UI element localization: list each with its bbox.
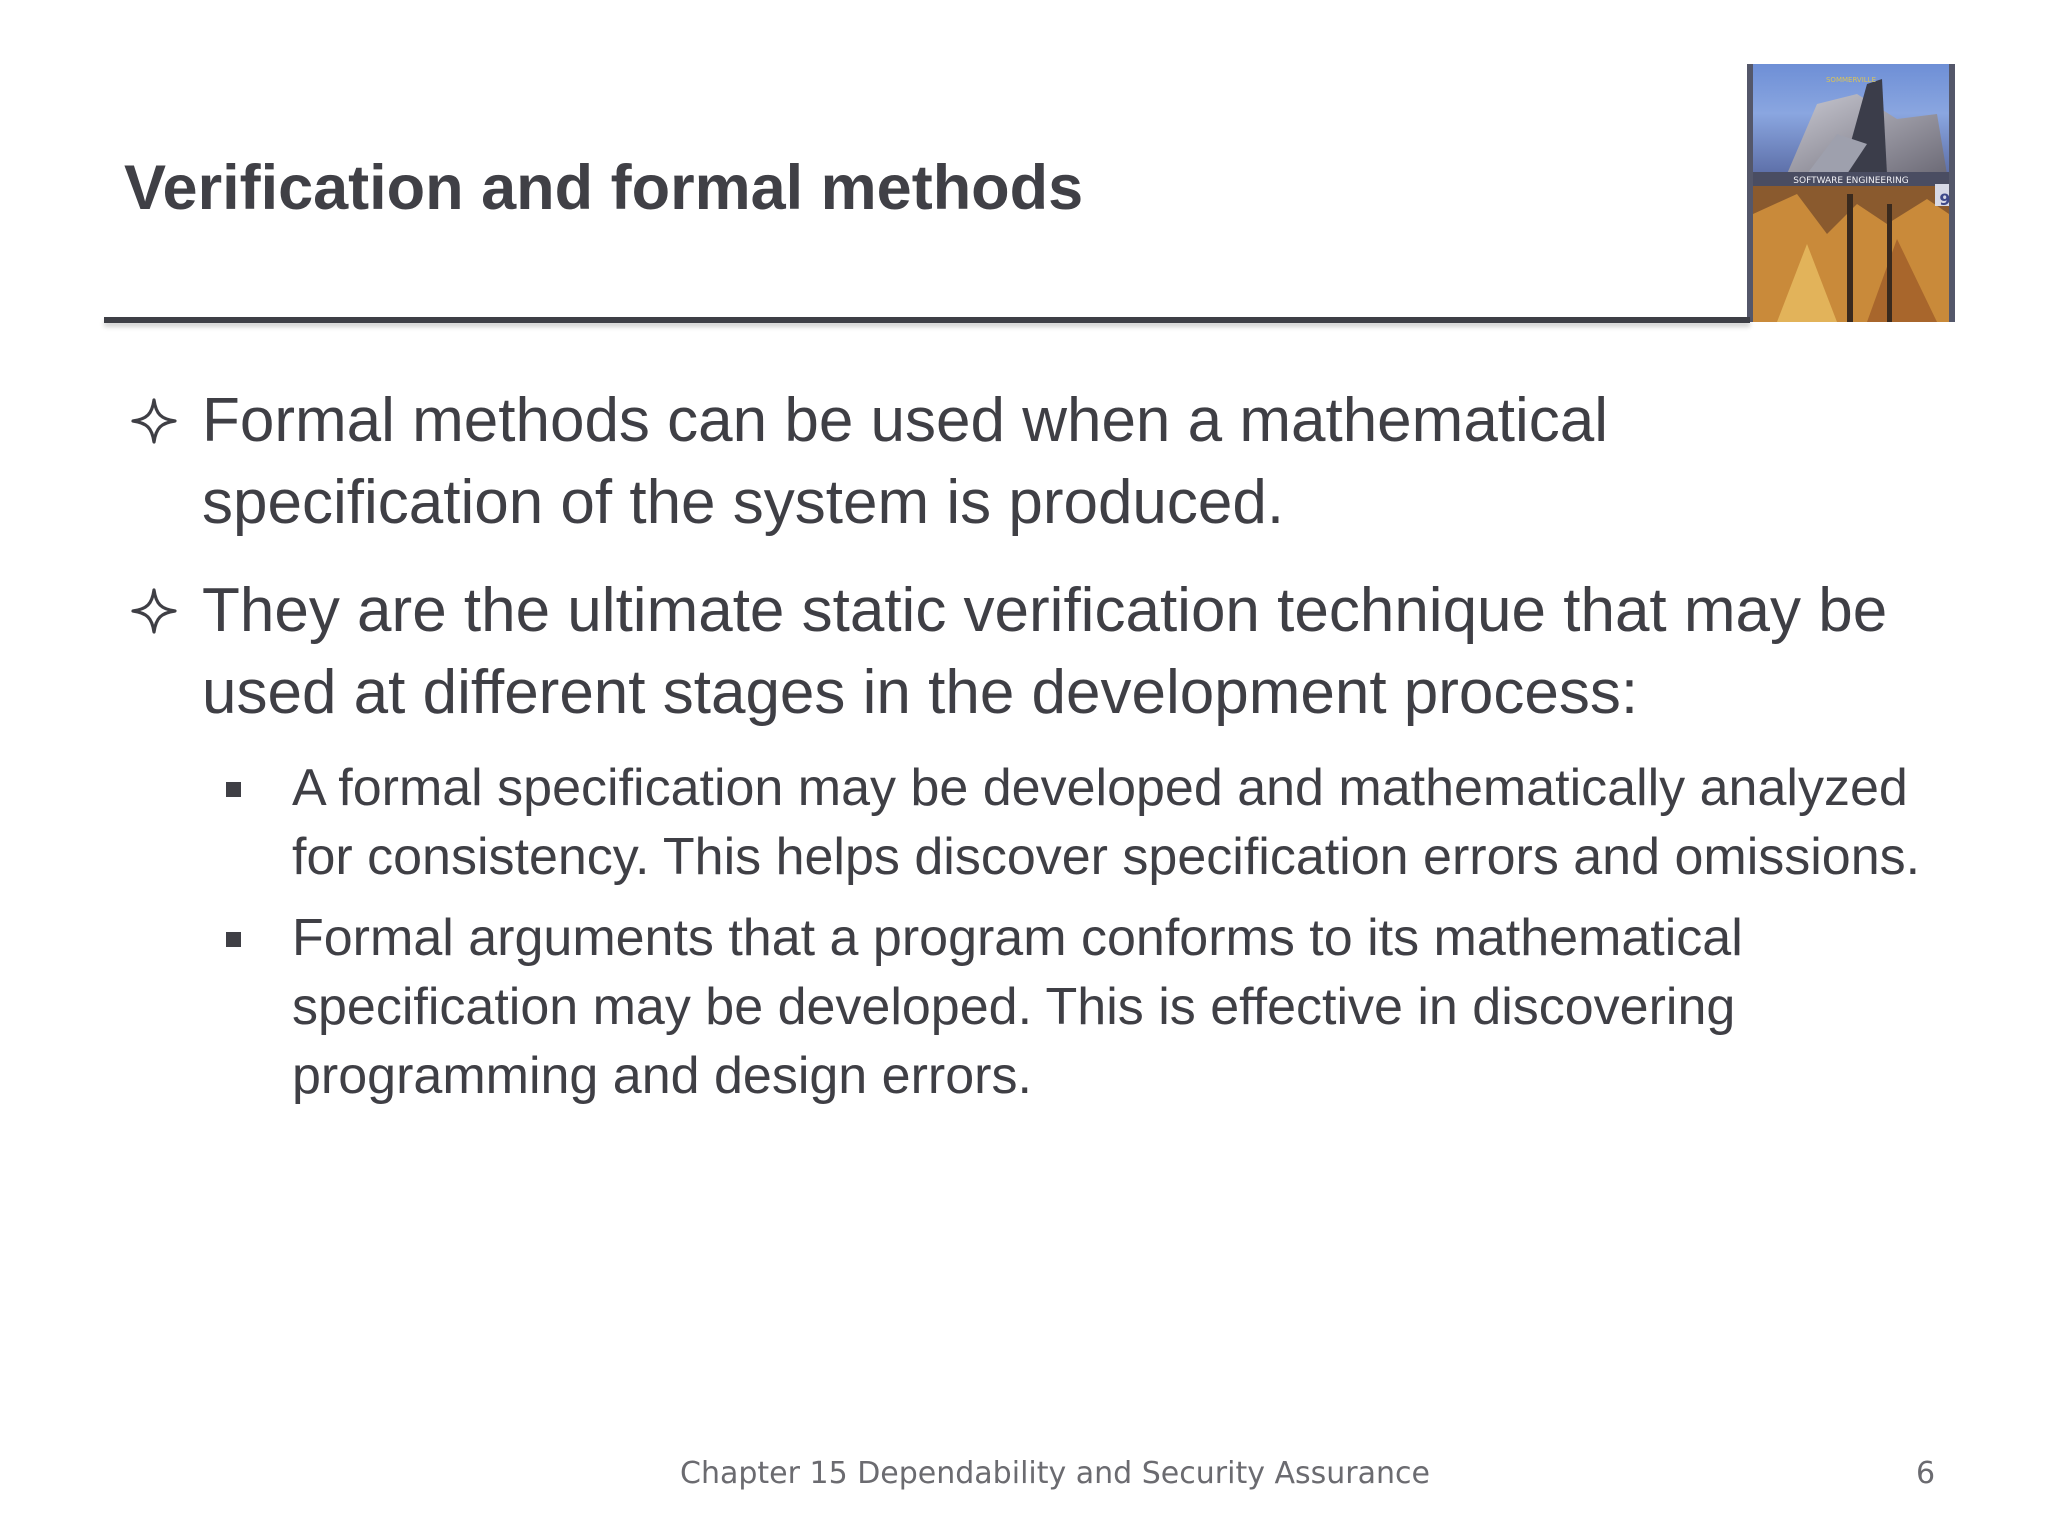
book-cover-image [1747,64,1955,322]
square-bullet-icon [226,782,241,797]
svg-text:SOMMERVILLE: SOMMERVILLE [1825,76,1877,84]
bullet-item [128,380,1958,544]
page-number: 6 [1916,1456,1936,1491]
slide-title: Verification and formal methods [124,153,1084,223]
four-point-star-outline-icon [128,380,180,462]
sub-bullet-item [218,904,1958,1111]
svg-text:SOFTWARE ENGINEERING: SOFTWARE ENGINEERING [1793,176,1909,186]
bullet-list [128,380,1958,1137]
bullet-text: They are the ultimate static verification technique that may be used at different stages in the development process: [202,576,1888,727]
sub-bullet-item [218,754,1958,892]
slide-footer: Chapter 15 Dependability and Security Assurance [680,1456,1430,1491]
sub-bullet-text: A formal specification may be developed and mathematically analyzed for consistency. This helps discover specification errors and omissions. [292,759,1921,886]
bullet-item [128,570,1958,1111]
svg-text:9: 9 [1939,190,1951,209]
bullet-text: Formal methods can be used when a mathematical specification of the system is produced. [202,386,1609,537]
square-bullet-icon [226,932,241,947]
four-point-star-outline-icon [128,570,180,652]
sub-bullet-text: Formal arguments that a program conforms to its mathematical specification may be developed. This is effective in discovering programming and design errors. [292,909,1743,1105]
sub-bullet-list [202,754,1958,1111]
title-divider [104,317,1750,323]
